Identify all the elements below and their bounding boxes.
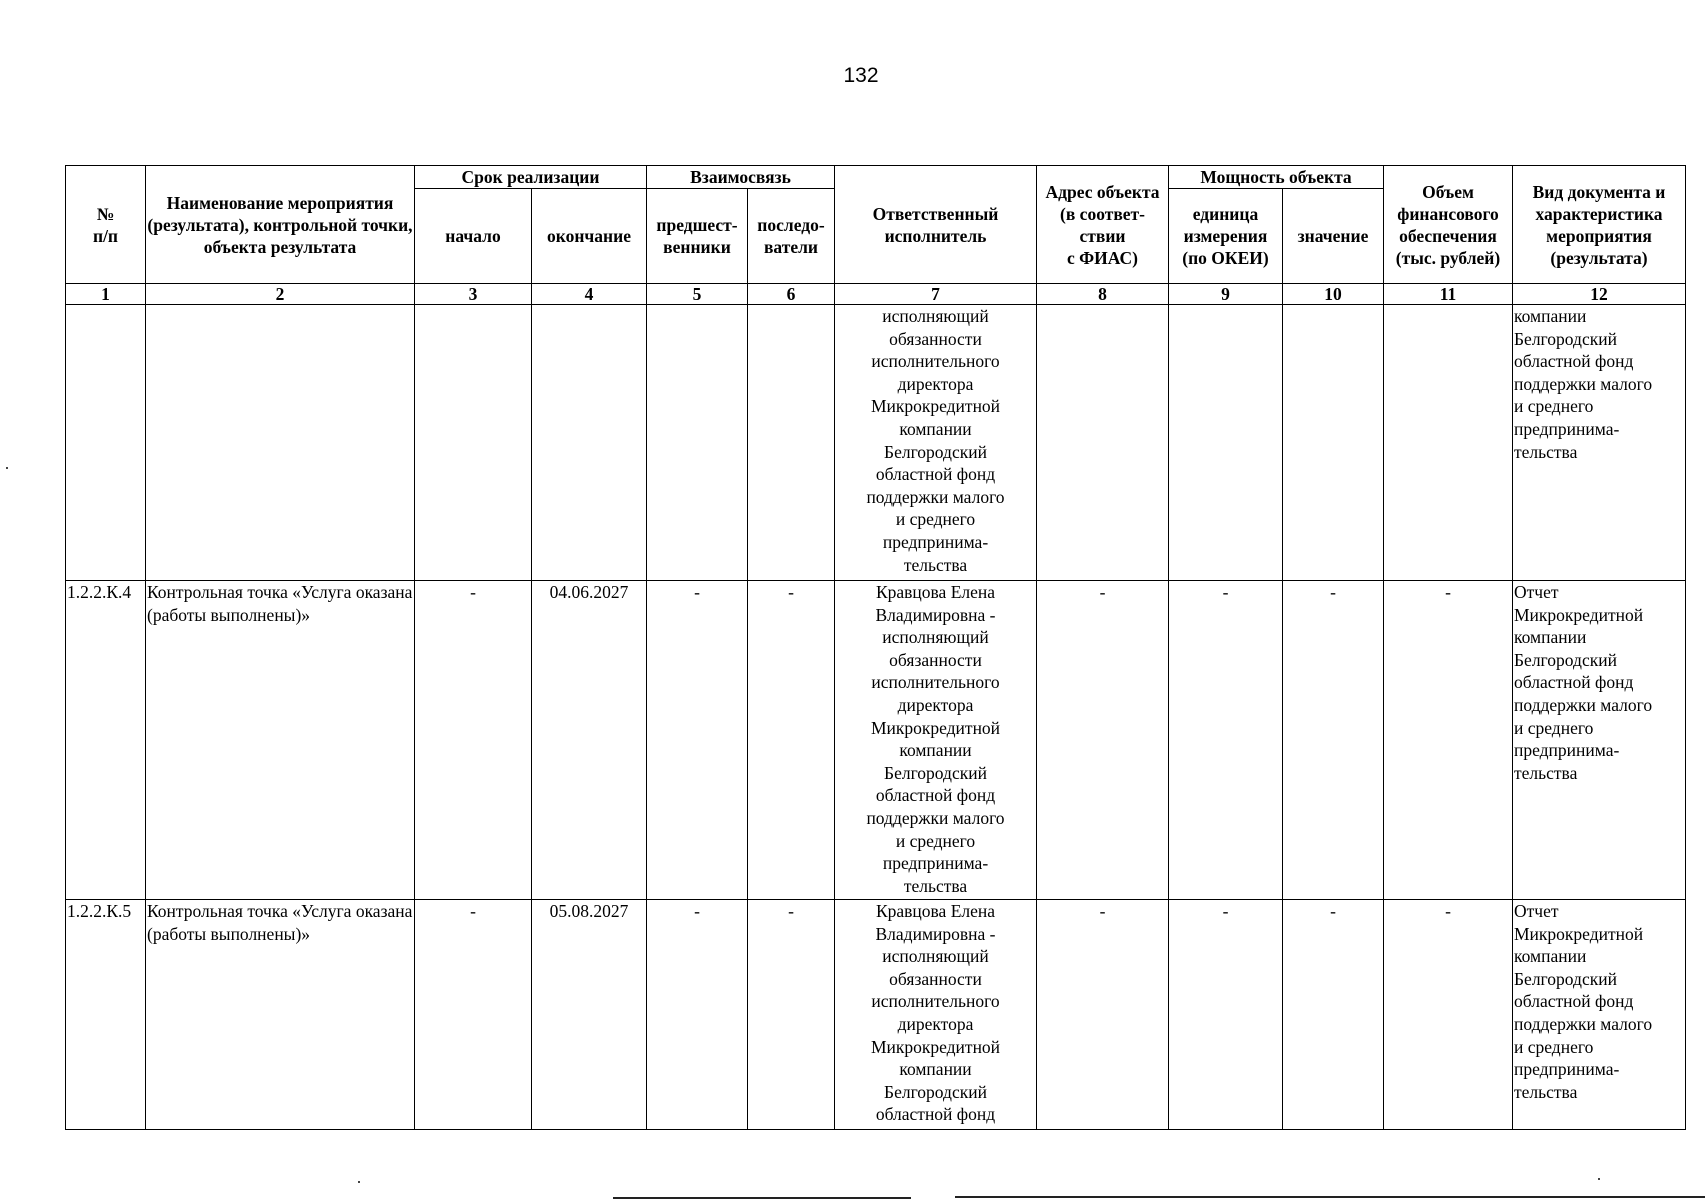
cell-doc: компании Белгородский областной фонд поддержки малого и среднего предпринима- тельства [1513, 305, 1686, 581]
cell-end: 05.08.2027 [532, 900, 647, 1130]
table-row [66, 305, 1686, 581]
cell-num [66, 305, 146, 581]
column-number-8: 8 [1037, 284, 1169, 305]
cell-name: Контрольная точка «Услуга оказана (работы выполнены)» [146, 900, 415, 1130]
cell-doc: Отчет Микрокредитной компании Белгородский областной фонд поддержки малого и среднего предпринима- тельства [1513, 581, 1686, 900]
header-pred: предшест- венники [647, 189, 748, 284]
column-number-4: 4 [532, 284, 647, 305]
header-value: значение [1283, 189, 1384, 284]
header-unit: единица измерения (по ОКЕИ) [1169, 189, 1283, 284]
column-number-9: 9 [1169, 284, 1283, 305]
scan-speck [1598, 1178, 1600, 1180]
column-number-12: 12 [1513, 284, 1686, 305]
cell-doc: Отчет Микрокредитной компании Белгородский областной фонд поддержки малого и среднего предпринима- тельства [1513, 900, 1686, 1130]
header-address: Адрес объекта (в соответ- ствии с ФИАС) [1037, 166, 1169, 284]
cell-succ: - [748, 581, 835, 900]
cell-unit: - [1169, 581, 1283, 900]
plan-table [65, 165, 1686, 1130]
cell-executor: Кравцова Елена Владимировна - исполняющий обязанности исполнительного директора Микрокредитной компании Белгородский областной фонд [835, 900, 1037, 1130]
header-succ: последо- ватели [748, 189, 835, 284]
column-number-6: 6 [748, 284, 835, 305]
cell-succ [748, 305, 835, 581]
scan-line-right [955, 1196, 1705, 1198]
table-row [66, 900, 1686, 1130]
cell-succ: - [748, 900, 835, 1130]
column-number-5: 5 [647, 284, 748, 305]
cell-value: - [1283, 900, 1384, 1130]
cell-finance: - [1384, 900, 1513, 1130]
scan-line-left [613, 1197, 911, 1199]
cell-pred: - [647, 581, 748, 900]
cell-num: 1.2.2.К.4 [66, 581, 146, 900]
cell-finance [1384, 305, 1513, 581]
cell-executor: Кравцова Елена Владимировна - исполняющий обязанности исполнительного директора Микрокредитной компании Белгородский областной фонд поддержки малого и среднего предпринима- тельства [835, 581, 1037, 900]
scan-speck [6, 467, 8, 469]
cell-start: - [415, 900, 532, 1130]
column-number-2: 2 [146, 284, 415, 305]
header-capacity-group: Мощность объекта [1169, 166, 1384, 189]
cell-value [1283, 305, 1384, 581]
cell-num: 1.2.2.К.5 [66, 900, 146, 1130]
header-num: № п/п [66, 166, 146, 284]
table-row [66, 581, 1686, 900]
header-finance: Объем финансового обеспечения (тыс. рублей) [1384, 166, 1513, 284]
column-number-3: 3 [415, 284, 532, 305]
cell-end [532, 305, 647, 581]
cell-address: - [1037, 900, 1169, 1130]
header-name: Наименование мероприятия (результата), контрольной точки, объекта результата [146, 166, 415, 284]
header-link-group: Взаимосвязь [647, 166, 835, 189]
column-number-11: 11 [1384, 284, 1513, 305]
cell-finance: - [1384, 581, 1513, 900]
cell-name: Контрольная точка «Услуга оказана (работы выполнены)» [146, 581, 415, 900]
scan-speck [358, 1181, 360, 1183]
cell-start [415, 305, 532, 581]
cell-end: 04.06.2027 [532, 581, 647, 900]
header-executor: Ответственный исполнитель [835, 166, 1037, 284]
header-doc: Вид документа и характеристика мероприятия (результата) [1513, 166, 1686, 284]
column-number-7: 7 [835, 284, 1037, 305]
cell-pred: - [647, 900, 748, 1130]
header-term-group: Срок реализации [415, 166, 647, 189]
cell-executor: исполняющий обязанности исполнительного директора Микрокредитной компании Белгородский областной фонд поддержки малого и среднего предпринима- тельства [835, 305, 1037, 581]
header-start: начало [415, 189, 532, 284]
cell-address: - [1037, 581, 1169, 900]
cell-value: - [1283, 581, 1384, 900]
cell-start: - [415, 581, 532, 900]
column-number-1: 1 [66, 284, 146, 305]
header-end: окончание [532, 189, 647, 284]
cell-address [1037, 305, 1169, 581]
column-number-10: 10 [1283, 284, 1384, 305]
cell-pred [647, 305, 748, 581]
cell-unit [1169, 305, 1283, 581]
page-number: 132 [843, 64, 879, 87]
cell-name [146, 305, 415, 581]
cell-unit: - [1169, 900, 1283, 1130]
